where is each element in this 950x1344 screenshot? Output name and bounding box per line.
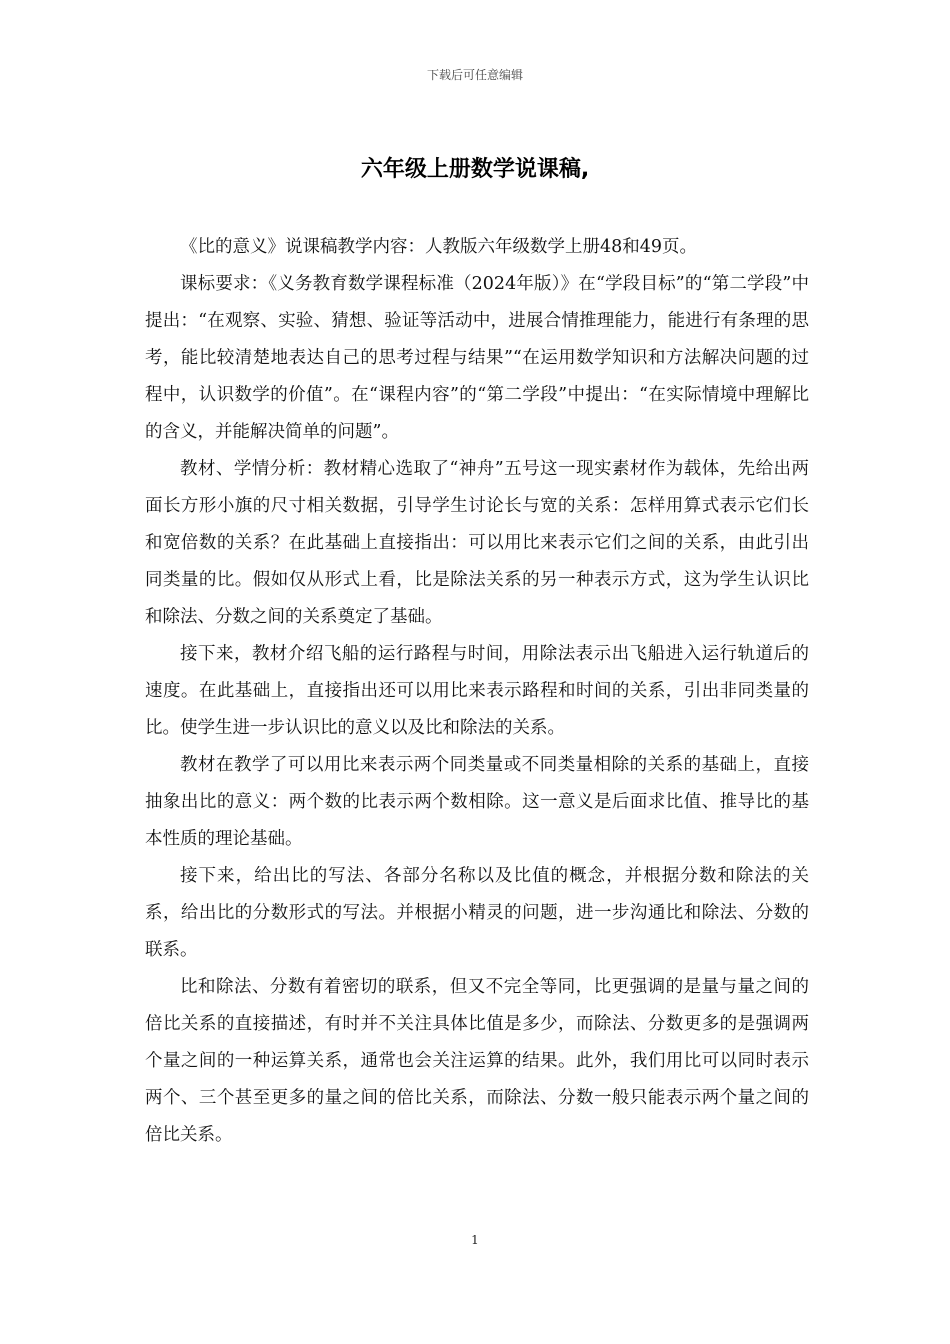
page-header-note: 下载后可任意编辑 <box>426 68 523 82</box>
paragraph-curriculum-requirements: 课标要求：《义务教育数学课程标准（2024年版）》在“学段目标”的“第二学段”中提出：“在观察、实验、猜想、验证等活动中，进展合情推理能力，能进行有条理的思考，能比较清楚地表达自己的思考过程与结果”“在运用数学知识和方法解决问题的过程中，认识数学的价值”。在“课程内容”的“第二学段”中提出：“在实际情境中理解比的含义，并能解决简单的问题”。 <box>145 274 809 442</box>
document-title: 六年级上册数学说课稿, <box>360 157 590 182</box>
page-number: 1 <box>471 1233 479 1247</box>
paragraph-textbook-analysis: 教材、学情分析：教材精心选取了“神舟”五号这一现实素材作为载体，先给出两面长方形小旗的尺寸相关数据，引导学生讨论长与宽的关系：怎样用算式表示它们长和宽倍数的关系？在此基础上直接指出：可以用比来表示它们之间的关系，由此引出同类量的比。假如仅从形式上看，比是除法关系的另一种表示方式，这为学生认识比和除法、分数之间的关系奠定了基础。 <box>145 459 809 627</box>
paragraph-ratio-division-fraction: 比和除法、分数有着密切的联系，但又不完全等同，比更强调的是量与量之间的倍比关系的直接描述，有时并不关注具体比值是多少，而除法、分数更多的是强调两个量之间的一种运算关系，通常也会关注运算的结果。此外，我们用比可以同时表示两个、三个甚至更多的量之间的倍比关系，而除法、分数一般只能表示两个量之间的倍比关系。 <box>145 977 809 1145</box>
paragraph-ratio-meaning: 教材在教学了可以用比来表示两个同类量或不同类量相除的关系的基础上，直接抽象出比的意义：两个数的比表示两个数相除。这一意义是后面求比值、推导比的基本性质的理论基础。 <box>145 755 809 849</box>
paragraph-ratio-notation: 接下来，给出比的写法、各部分名称以及比值的概念，并根据分数和除法的关系，给出比的分数形式的写法。并根据小精灵的问题，进一步沟通比和除法、分数的联系。 <box>145 866 809 960</box>
paragraph-spaceship-speed: 接下来，教材介绍飞船的运行路程与时间，用除法表示出飞船进入运行轨道后的速度。在此基础上，直接指出还可以用比来表示路程和时间的关系，引出非同类量的比。使学生进一步认识比的意义以及比和除法的关系。 <box>145 644 809 738</box>
paragraph-teaching-content: 《比的意义》说课稿教学内容：人教版六年级数学上册48和49页。 <box>180 237 698 257</box>
document-body <box>145 229 809 1154</box>
